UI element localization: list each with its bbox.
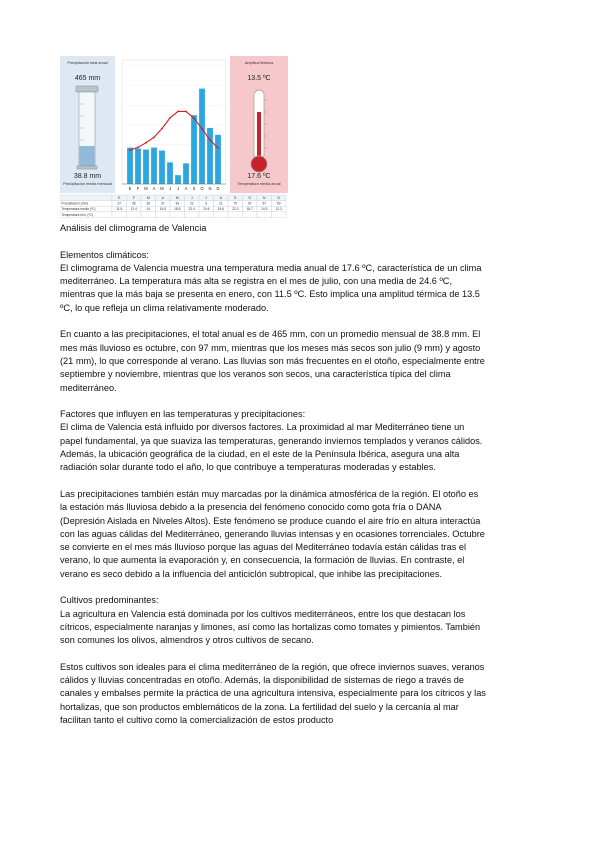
precip-bar [135, 149, 141, 184]
table-temp-value: 22.4 [188, 207, 195, 212]
text-line: El climograma de Valencia muestra una temperatura media anual de 17.6 ºC, característica de un clima [60, 262, 482, 273]
table-month-header: A [161, 196, 164, 201]
month-label: J [176, 186, 180, 191]
text-line: (Depresión Aislada en Niveles Altos). Este fenómeno se produce cuando el aire frío en altura interactúa [60, 515, 481, 526]
table-temp-value: 14.9 [261, 207, 268, 212]
month-label: E [128, 186, 132, 191]
temperature-point [129, 149, 131, 151]
temperature-point [137, 147, 139, 149]
precip-total-label: Precipitación total anual [67, 61, 108, 65]
month-label: J [168, 186, 172, 191]
text-line: La agricultura en Valencia está dominada por los cultivos mediterráneos, entre los que destacan los [60, 608, 466, 619]
table-month-header: J [190, 196, 193, 201]
table-cell [141, 212, 156, 218]
table-precip-value: 34 [175, 201, 180, 206]
figure-caption: Análisis del climograma de Valencia [60, 223, 207, 233]
precip-mean-value: 38.8 mm [73, 173, 102, 180]
month-label: O [200, 186, 204, 191]
table-cell [112, 212, 127, 218]
precip-bar [183, 163, 189, 184]
table-cell [257, 212, 272, 218]
heading-cultivos: Cultivos predominantes: [60, 595, 159, 606]
paragraph-6 [60, 661, 540, 727]
temperature-point [185, 111, 187, 113]
precip-bar [159, 151, 165, 184]
table-temp-value: 18.8 [174, 207, 181, 212]
text-line: ºC, lo que refleja un clima relativamente moderado. [60, 302, 269, 313]
month-label: S [192, 186, 196, 191]
table-row-label: Precipitación (mm) [61, 201, 89, 206]
table-cell [199, 212, 214, 218]
table-month-header: D [277, 196, 280, 201]
temperature-point [209, 139, 211, 141]
text-line: El clima de Valencia está influido por diversos factores. La proximidad al mar Mediterráneo tiene un [60, 422, 465, 433]
text-line: papel fundamental, ya que suaviza las temperaturas, generando inviernos templados y veranos cálidos. [60, 435, 483, 446]
month-label: A [152, 186, 156, 191]
month-label: M [144, 186, 148, 191]
table-month-header: O [248, 196, 252, 201]
table-temp-value: 24.6 [203, 207, 210, 212]
text-line: son comunes los olivos, almendros y otros cultivos de secano. [60, 635, 314, 646]
table-month-header: E [118, 196, 121, 201]
temperature-point [193, 117, 195, 119]
table-temp-value: 12.2 [275, 207, 282, 212]
text-line: cítricos, especialmente naranjas y limones, así como las hortalizas como tomates y pimientos. También [60, 621, 481, 632]
table-precip-value: 70 [233, 201, 238, 206]
text-line: la estación más lluviosa debido a la presencia del fenómeno conocido como gota fría o DANA [60, 502, 442, 513]
temperature-point [161, 128, 163, 130]
paragraph-5 [60, 608, 540, 648]
table-month-header: M [175, 196, 179, 201]
table-month-header: F [132, 196, 135, 201]
paragraph-3 [60, 421, 540, 474]
text-line: septiembre y noviembre, mientras que los veranos son secos, una característica típica del clima [60, 369, 451, 380]
table-row-label: Temperatura media (ºC) [61, 207, 96, 212]
table-temp-value: 18.7 [246, 207, 253, 212]
table-precip-value: 22 [189, 201, 194, 206]
precip-bar [215, 135, 221, 184]
table-temp-value: 14 [146, 207, 151, 212]
table-precip-value: 57 [262, 201, 267, 206]
text-line: verano, lo que aumenta la evaporación y, en consecuencia, la formación de lluvias. En contraste, el [60, 555, 465, 566]
precip-bar [175, 175, 181, 184]
month-label: A [184, 186, 188, 191]
temperature-point [169, 117, 171, 119]
text-line: cálidos y lluvias concentradas en otoño. Además, la disponibilidad de sistemas de riego a través de [60, 675, 464, 686]
table-month-header: J [205, 196, 208, 201]
precip-bar [191, 115, 197, 184]
temp-mean-label: Temperatura media anual [237, 182, 281, 186]
text-line: canales y embalses permite la práctica de una agricultura intensiva, especialmente para los cítricos y las [60, 688, 486, 699]
text-line: mediterráneo. [60, 382, 117, 393]
data-table [60, 195, 286, 217]
month-label: F [136, 186, 140, 191]
document-body [60, 222, 540, 727]
table-precip-value: 36 [131, 201, 136, 206]
text-line: facilitan tanto el cultivo como la comercialización de estos producto [60, 714, 334, 725]
table-cell [214, 212, 229, 218]
climograph-svg [60, 56, 290, 218]
table-temp-value: 15.8 [159, 207, 166, 212]
text-line: Estos cultivos son ideales para el clima mediterráneo de la región, que ofrece inviernos suaves, veranos [60, 661, 485, 672]
precip-bar [151, 148, 157, 184]
table-precip-value: 21 [218, 201, 223, 206]
precip-bar [167, 162, 173, 184]
amplitude-value: 13.5 ºC [247, 75, 271, 82]
precip-bar [143, 150, 149, 184]
table-month-header: M [146, 196, 150, 201]
text-line: Además, la ubicación geográfica de la ciudad, en el este de la Península Ibérica, asegura una alta [60, 449, 460, 460]
temp-mean-value: 17.6 ºC [247, 173, 271, 180]
table-precip-value: 37 [160, 201, 165, 206]
precip-mean-label: Precipitación media mensual [63, 182, 112, 186]
text-line: mediterráneo. La temperatura más alta se registra en el mes de julio, con una media de 24.6 ºC, [60, 276, 452, 287]
table-temp-value: 11.5 [116, 207, 123, 212]
table-month-header: N [263, 196, 266, 201]
text-line: (21 mm), lo que corresponde al verano. Las lluvias son más frecuentes en el otoño, especialmente entre [60, 355, 485, 366]
table-cell [185, 212, 200, 218]
month-labels [129, 186, 220, 191]
text-line: mes más lluvioso es octubre, con 97 mm, mientras que los meses más secos son julio (9 mm) y agosto [60, 342, 481, 353]
text-line: hortalizas, que son productos emblemáticos de la zona. La fertilidad del suelo y la cercanía al mar [60, 701, 459, 712]
table-temp-value: 22.3 [232, 207, 239, 212]
temperature-point [217, 147, 219, 149]
table-cell [228, 212, 243, 218]
precip-bar [199, 89, 205, 184]
table-cell [170, 212, 185, 218]
heading-factores: Factores que influyen en las temperaturas y precipitaciones: [60, 409, 306, 420]
table-precip-value: 50 [276, 201, 281, 206]
table-row-label: Temperatura mín. (ºC) [61, 212, 93, 217]
heading-elementos: Elementos climáticos: [60, 249, 149, 260]
table-precip-value: 37 [117, 201, 122, 206]
temperature-point [145, 142, 147, 144]
temperature-point [177, 111, 179, 113]
table-cell [156, 212, 171, 218]
temperature-point [153, 136, 155, 138]
paragraph-1 [60, 262, 540, 315]
table-cell [243, 212, 258, 218]
table-temp-value: 12.4 [130, 207, 137, 212]
paragraph-2 [60, 328, 540, 394]
text-line: radiación solar durante todo el año, lo que contribuye a temperaturas moderadas y estables. [60, 462, 436, 473]
rain-gauge-icon [76, 86, 98, 169]
text-line: Las precipitaciones también están muy marcadas por la dinámica atmosférica de la región. El otoño es [60, 488, 479, 499]
precip-bar [127, 148, 133, 184]
text-line: En cuanto a las precipitaciones, el total anual es de 465 mm, con un promedio mensual de 38.8 mm. El [60, 329, 481, 340]
text-line: con las aguas cálidas del Mediterráneo, generando lluvias intensas y en ocasiones torrenciales. Octubre [60, 528, 485, 539]
text-line: verano es seco debido a la influencia del anticiclón subtropical, que inhibe las precipitaciones. [60, 568, 443, 579]
month-label: N [208, 186, 212, 191]
table-cell [60, 195, 112, 201]
table-precip-value: 97 [247, 201, 252, 206]
table-cell [272, 212, 287, 218]
text-line: mientras que la más baja se presenta en enero, con 11.5 ºC. Esto implica una amplitud térmica de 13.5 [60, 289, 480, 300]
paragraph-4 [60, 488, 540, 581]
temperature-point [201, 128, 203, 130]
table-month-header: A [219, 196, 222, 201]
table-precip-value: 9 [205, 201, 208, 206]
amplitude-label: Amplitud térmica [244, 61, 274, 65]
table-temp-value: 24.6 [217, 207, 224, 212]
climograph-figure [60, 56, 290, 218]
text-line: se convierte en el mes más lluvioso porque las aguas del Mediterráneo todavía están cálidas tras el [60, 542, 467, 553]
table-month-header: S [234, 196, 237, 201]
month-label: D [216, 186, 220, 191]
table-precip-value: 35 [146, 201, 151, 206]
table-cell [127, 212, 142, 218]
month-label: M [160, 186, 164, 191]
precip-total-value: 465 mm [74, 75, 101, 82]
